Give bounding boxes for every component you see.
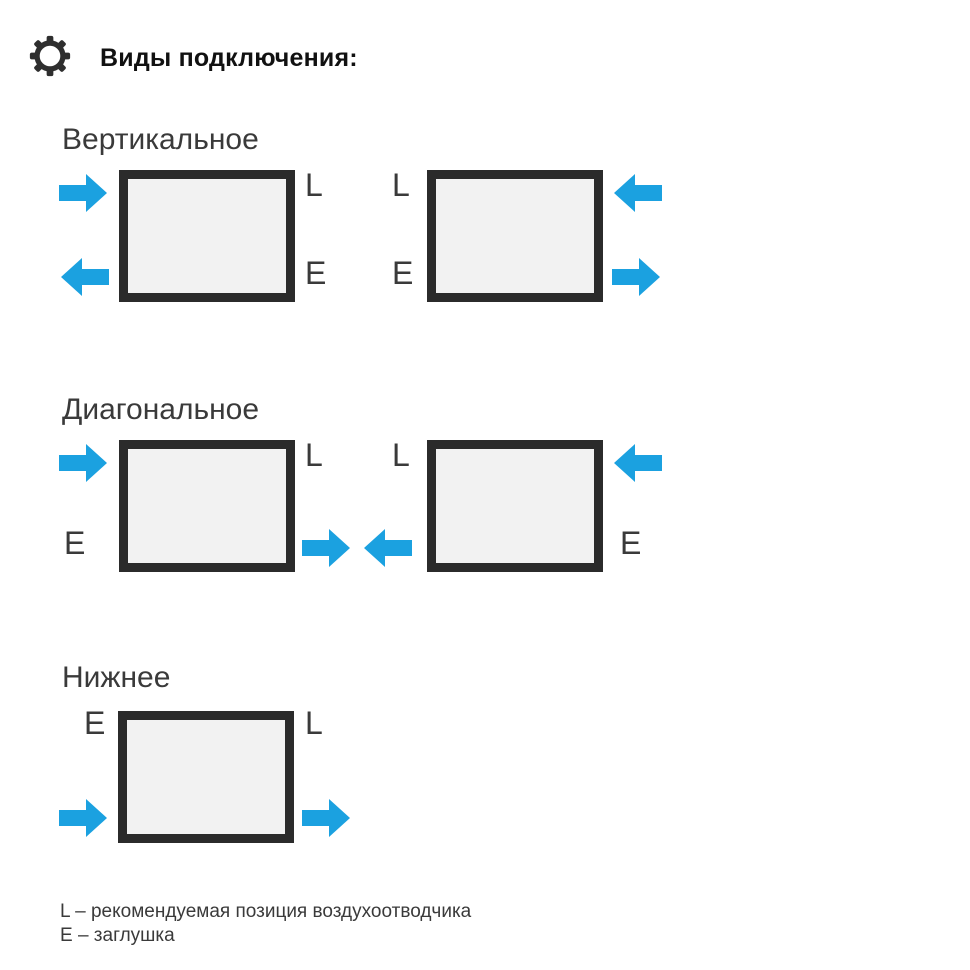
radiator-box xyxy=(119,440,295,572)
outlet-arrow-icon xyxy=(302,797,352,839)
plug-label: E xyxy=(392,255,414,291)
vent-label: L xyxy=(305,167,323,203)
inlet-arrow-icon xyxy=(59,442,109,484)
outlet-arrow-icon xyxy=(362,527,412,569)
plug-label: E xyxy=(64,525,86,561)
vent-label: L xyxy=(305,705,323,741)
inlet-arrow-icon xyxy=(612,442,662,484)
vent-label: L xyxy=(392,437,410,473)
gear-icon xyxy=(27,33,73,84)
radiator-box xyxy=(427,170,603,302)
plug-label: E xyxy=(84,705,106,741)
outlet-arrow-icon xyxy=(59,256,109,298)
radiator-box xyxy=(119,170,295,302)
plug-label: E xyxy=(305,255,327,291)
outlet-arrow-icon xyxy=(612,256,662,298)
page-title: Виды подключения: xyxy=(100,44,358,72)
vent-label: L xyxy=(305,437,323,473)
legend-line-plug: E – заглушка xyxy=(60,925,175,946)
section-label-diagonal: Диагональное xyxy=(62,393,260,426)
inlet-arrow-icon xyxy=(59,797,109,839)
inlet-arrow-icon xyxy=(612,172,662,214)
legend-line-vent: L – рекомендуемая позиция воздухоотводчика xyxy=(60,901,472,922)
section-label-bottom: Нижнее xyxy=(62,661,171,694)
plug-label: E xyxy=(620,525,642,561)
radiator-box xyxy=(427,440,603,572)
vent-label: L xyxy=(392,167,410,203)
outlet-arrow-icon xyxy=(302,527,352,569)
section-label-vertical: Вертикальное xyxy=(62,123,259,156)
radiator-box xyxy=(118,711,294,843)
inlet-arrow-icon xyxy=(59,172,109,214)
